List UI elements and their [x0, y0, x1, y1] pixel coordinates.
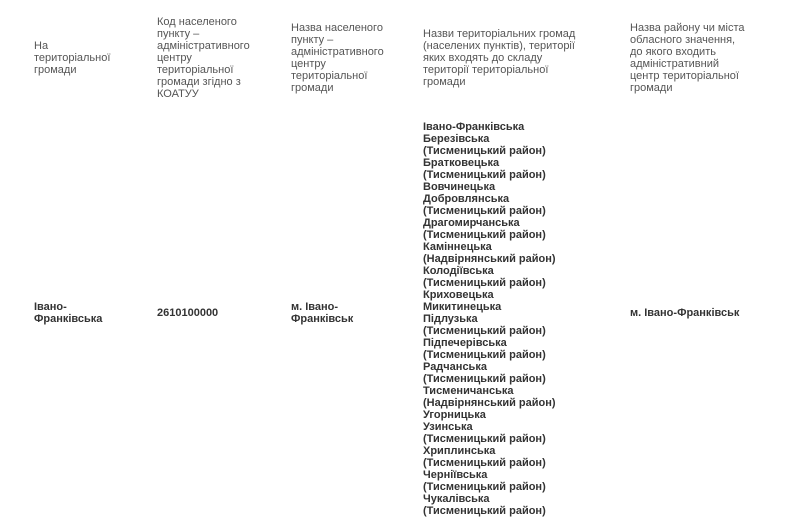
community-item: [423, 301, 556, 313]
header-line: громади: [291, 82, 334, 94]
community-item-name: Черніївська: [423, 469, 488, 481]
header-line: КОАТУУ: [157, 88, 199, 100]
community-item-name: Микитинецька: [423, 301, 502, 313]
community-item-district: (Тисменицький район): [423, 229, 546, 241]
community-item-district: (Надвірнянський район): [423, 253, 556, 265]
header-line: Код населеного: [157, 16, 237, 28]
community-item-district: (Тисменицький район): [423, 169, 546, 181]
community-item-name: Підпечерівська: [423, 337, 507, 349]
community-item: [423, 409, 556, 421]
community-item-district: (Тисменицький район): [423, 481, 546, 493]
header-line: адміністративного: [291, 46, 384, 58]
community-item: [423, 469, 556, 493]
community-item-district: (Тисменицький район): [423, 433, 546, 445]
community-item-name: Радчанська: [423, 361, 487, 373]
community-item: [423, 157, 556, 181]
community-item: [423, 445, 556, 469]
community-item-name: Колодіївська: [423, 265, 494, 277]
community-item: [423, 361, 556, 385]
header-line: адміністративного: [157, 40, 250, 52]
community-name-line: Івано-: [34, 301, 67, 313]
district-name: м. Івано-Франківськ: [630, 307, 740, 319]
header-line: до якого входить: [630, 46, 716, 58]
community-item: [423, 193, 556, 217]
member-communities-list: [423, 121, 556, 517]
header-line: центр територіальної: [630, 70, 739, 82]
center-name-line: м. Івано-: [291, 301, 339, 313]
community-item-name: Івано-Франківська: [423, 121, 525, 133]
community-item-district: (Тисменицький район): [423, 145, 546, 157]
community-item: [423, 217, 556, 241]
header-line: пункту –: [291, 34, 334, 46]
header-line: території територіальної: [423, 64, 549, 76]
community-item-name: Криховецька: [423, 289, 494, 301]
community-item-district: (Тисменицький район): [423, 325, 546, 337]
community-item-name: Березівська: [423, 133, 490, 145]
community-item-name: Хриплинська: [423, 445, 496, 457]
header-col-community: [34, 40, 110, 76]
header-line: громади: [630, 82, 673, 94]
koatuu-code: 2610100000: [157, 307, 219, 319]
community-item-district: (Тисменицький район): [423, 505, 546, 517]
community-item-name: Тисменичанська: [423, 385, 514, 397]
center-name-line: Франківськ: [291, 313, 354, 325]
header-col-koatuu: [157, 16, 250, 100]
community-item-name: Угорницька: [423, 409, 486, 421]
cell-koatuu-code: [157, 307, 218, 319]
header-line: обласного значення,: [630, 34, 736, 46]
community-item-district: (Тисменицький район): [423, 349, 546, 361]
header-line: Назви територіальних громад: [423, 28, 576, 40]
header-line: Назва населеного: [291, 22, 383, 34]
header-col-member-communities: [423, 28, 575, 88]
header-line: адміністративний: [630, 58, 719, 70]
community-item-name: Підлузька: [423, 313, 478, 325]
header-line: громади: [423, 76, 466, 88]
community-item-name: Чукалівська: [423, 493, 490, 505]
community-item: [423, 385, 556, 409]
community-item: [423, 181, 556, 193]
community-item: [423, 289, 556, 301]
community-item: [423, 313, 556, 337]
cell-center-name: [291, 301, 353, 325]
header-line: яких входять до складу: [423, 52, 543, 64]
cell-community-name: [34, 301, 102, 325]
community-item: [423, 421, 556, 445]
header-line: На: [34, 40, 49, 52]
header-line: громади згідно з: [157, 76, 241, 88]
community-item-district: (Надвірнянський район): [423, 397, 556, 409]
community-item-district: (Тисменицький район): [423, 205, 546, 217]
community-item-name: Вовчинецька: [423, 181, 496, 193]
community-item-district: (Тисменицький район): [423, 457, 546, 469]
header-line: (населених пунктів), території: [423, 40, 575, 52]
community-item-name: Узинська: [423, 421, 473, 433]
header-line: територіальної: [291, 70, 368, 82]
community-item: [423, 241, 556, 265]
cell-district: [630, 307, 739, 319]
header-col-center-name: [291, 22, 384, 94]
community-item-name: Каміннецька: [423, 241, 492, 253]
header-line: пункту –: [157, 28, 200, 40]
header-line: центру: [291, 58, 326, 70]
community-item-name: Добровлянська: [423, 193, 510, 205]
community-item: [423, 337, 556, 361]
community-name-line: Франківська: [34, 313, 103, 325]
community-item-name: Братковецька: [423, 157, 500, 169]
community-item: [423, 493, 556, 517]
header-col-district: [630, 22, 744, 94]
header-line: територіальної: [157, 64, 234, 76]
header-line: Назва району чи міста: [630, 22, 745, 34]
header-line: територіальної: [34, 52, 111, 64]
community-item-district: (Тисменицький район): [423, 373, 546, 385]
community-item: [423, 121, 556, 133]
community-item: [423, 133, 556, 157]
header-line: громади: [34, 64, 77, 76]
community-item-district: (Тисменицький район): [423, 277, 546, 289]
community-item-name: Драгомирчанська: [423, 217, 520, 229]
header-line: центру: [157, 52, 192, 64]
community-item: [423, 265, 556, 289]
